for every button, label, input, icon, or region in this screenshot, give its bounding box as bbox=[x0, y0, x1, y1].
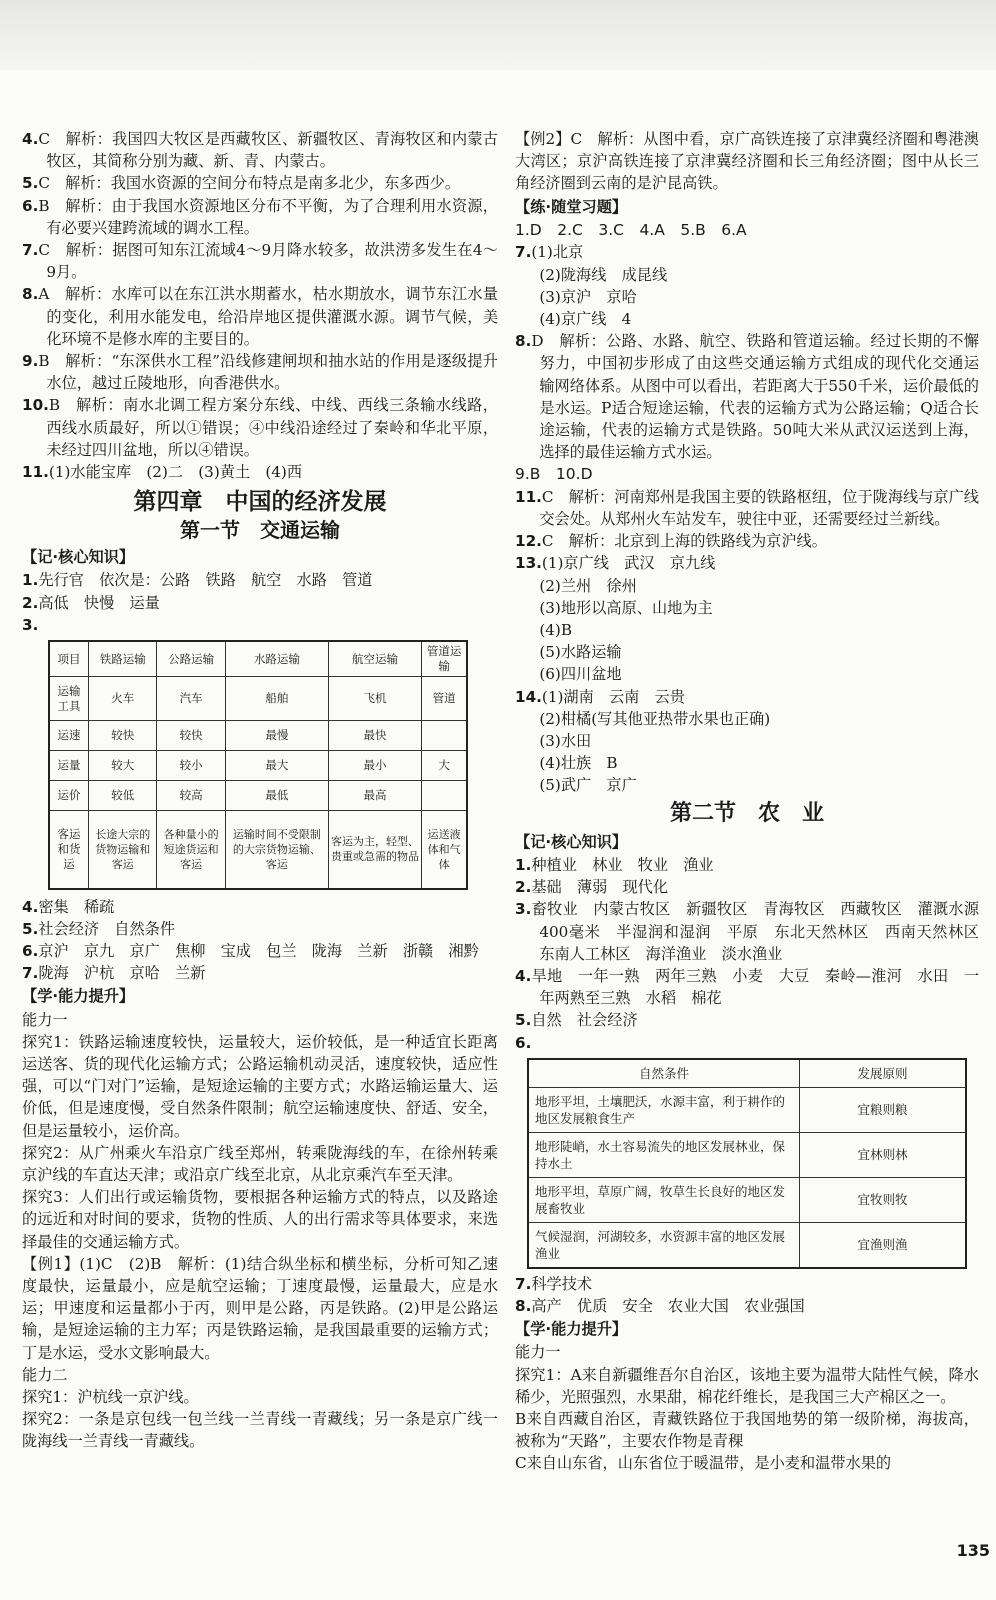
item-number: 5. bbox=[515, 1011, 532, 1030]
item-text: (1)京广线 武汉 京九线 bbox=[541, 554, 716, 573]
item-number: 1. bbox=[22, 571, 39, 590]
item-number: 10. bbox=[22, 396, 49, 415]
answer-item bbox=[515, 330, 979, 463]
table-cell bbox=[422, 781, 467, 811]
explore-paragraph: 探究3：人们出行或运输货物，要根据各种运输方式的特点，以及路途的远近和对时间的要求，货物的性质、人的出行需求等具体要求，来选择最佳的交通运输方式。 bbox=[22, 1188, 498, 1251]
explore-list-2 bbox=[22, 1386, 498, 1453]
header-cell: 发展原则 bbox=[800, 1059, 966, 1088]
item-number: 6. bbox=[515, 1033, 532, 1052]
chapter-title: 第四章 中国的经济发展 bbox=[133, 489, 387, 516]
explore-paragraph: 探究1：沪杭线一京沪线。 bbox=[22, 1388, 199, 1407]
answer-item bbox=[22, 350, 498, 394]
explore-paragraph: 【例1】(1)C (2)B 解析：(1)结合纵坐标和横坐标，分析可知乙速度最快，运量最小，应是航空运输；丁速度最慢，运量最大，应是水运；甲速度和运量都小于丙，则甲是公路，丙是铁路。(2)甲是公路运输，是短途运输的主力军；丙是铁路运输，是我国最重要的运输方式；丁是水运，受水文影响最大。 bbox=[22, 1254, 498, 1362]
table-cell: 最高 bbox=[328, 781, 421, 811]
answer-item bbox=[22, 896, 498, 918]
item-number: 12. bbox=[515, 532, 542, 551]
table-cell: 火车 bbox=[89, 677, 157, 721]
table-cell: 客运为主，轻型、贵重或急需的物品 bbox=[328, 811, 421, 889]
explore-list-r bbox=[515, 1364, 979, 1475]
table-cell: 宜牧则牧 bbox=[800, 1177, 966, 1222]
practice-question-list bbox=[515, 241, 979, 796]
scan-top-band bbox=[0, 0, 996, 70]
item-text: C 解析：北京到上海的铁路线为京沪线。 bbox=[541, 532, 827, 551]
item-text: (1)水能宝库 (2)二 (3)黄土 (4)西 bbox=[48, 463, 303, 482]
table-cell: 最大 bbox=[225, 751, 328, 781]
item-number: 7. bbox=[515, 1274, 532, 1293]
sub-answer: (2)柑橘(写其他亚热带水果也正确) bbox=[539, 709, 771, 728]
item-text: B 解析：“东深供水工程”沿线修建闸坝和抽水站的作用是逐级提升水位，越过丘陵地形，向香港供水。 bbox=[38, 352, 498, 393]
answer-item bbox=[22, 461, 498, 483]
table-cell: 较高 bbox=[157, 781, 225, 811]
sub-answer: (3)水田 bbox=[539, 732, 592, 751]
header-cell: 管道运输 bbox=[422, 641, 467, 677]
item-number: 5. bbox=[22, 174, 39, 193]
ability-two-label: 能力二 bbox=[22, 1365, 68, 1384]
sub-answer: (4)京广线 4 bbox=[539, 309, 632, 328]
answers-9-10: 9.B 10.D bbox=[515, 465, 593, 484]
table-cell: 宜林则林 bbox=[800, 1132, 966, 1177]
item-number: 4. bbox=[515, 966, 532, 985]
item-text: 京沪 京九 京广 焦柳 宝成 包兰 陇海 兰新 浙赣 湘黔 bbox=[38, 941, 479, 960]
left-column bbox=[22, 128, 498, 1453]
table-cell: 最小 bbox=[328, 751, 421, 781]
answer-item bbox=[22, 592, 498, 614]
item-number: 8. bbox=[515, 332, 532, 351]
right-column bbox=[515, 128, 995, 1475]
sub-answer: (5)水路运输 bbox=[539, 643, 622, 662]
explore-paragraph: B来自西藏自治区，青藏铁路位于我国地势的第一级阶梯，海拔高，被称为“天路”，主要农作物是青稞 bbox=[515, 1409, 979, 1451]
item-text: 基础 薄弱 现代化 bbox=[531, 878, 669, 897]
table-row bbox=[49, 751, 467, 781]
item-text: 畜牧业 内蒙古牧区 新疆牧区 青海牧区 西藏牧区 灌溉水源 400毫米 半湿润和湿润 平原 东北天然林区 西南天然林区 东南人工林区 海洋渔业 淡水渔业 bbox=[531, 900, 995, 963]
item-number: 6. bbox=[22, 941, 39, 960]
table-cell: 较快 bbox=[89, 721, 157, 751]
practice-answers-1-6: 1.D 2.C 3.C 4.A 5.B 6.A bbox=[515, 220, 747, 239]
item-number: 3. bbox=[22, 615, 39, 634]
transport-comparison-table bbox=[48, 640, 468, 890]
sub-answer: (3)京沪 京哈 bbox=[539, 287, 637, 306]
section-title: 第一节 交通运输 bbox=[180, 518, 340, 543]
item-text: 高产 优质 安全 农业大国 农业强国 bbox=[531, 1296, 805, 1315]
answer-item bbox=[515, 1273, 979, 1295]
item-number: 13. bbox=[515, 554, 542, 573]
ability-heading-2: 【学·能力提升】 bbox=[515, 1320, 628, 1339]
answer-item bbox=[22, 128, 498, 172]
answer-item bbox=[22, 283, 498, 350]
table-row bbox=[49, 677, 467, 721]
sub-answer: (2)陇海线 成昆线 bbox=[539, 265, 668, 284]
item-text: C 解析：河南郑州是我国主要的铁路枢纽，位于陇海线与京广线交会处。从郑州火车站发车，驶往中亚，还需要经过兰新线。 bbox=[539, 487, 979, 529]
header-cell: 公路运输 bbox=[157, 641, 225, 677]
answer-item bbox=[515, 486, 979, 530]
header-cell: 项目 bbox=[49, 641, 89, 677]
explore-paragraph: 探究2：一条是京包线一包兰线一兰青线一青藏线；另一条是京广线一陇海线一兰青线一青藏线。 bbox=[22, 1410, 498, 1451]
item-number: 8. bbox=[22, 285, 39, 304]
item-text: (1)湖南 云南 云贵 bbox=[541, 687, 685, 706]
item-text: (1)北京 bbox=[531, 243, 584, 262]
table-cell bbox=[422, 721, 467, 751]
table-cell: 较小 bbox=[157, 751, 225, 781]
item-number: 6. bbox=[22, 196, 39, 215]
table-cell: 较低 bbox=[89, 781, 157, 811]
ability-one-label-r: 能力一 bbox=[515, 1343, 561, 1362]
item-text: 陇海 沪杭 京哈 兰新 bbox=[38, 964, 206, 983]
item-text: A 解析：水库可以在东江洪水期蓄水，枯水期放水，调节东江水量的变化，利用水能发电，给沿岸地区提供灌溉水源。调节气候，美化环境不是修水库的主要目的。 bbox=[38, 285, 498, 348]
explore-paragraph: 探究1：铁路运输速度较快，运量较大，运价较低，是一种适宜长距离运送客、货的现代化运输方式；公路运输机动灵活，速度较快，适应性强，可以“门对门”运输，是短途运输的主要方式；水路运输运量大、运价低，但是速度慢，受自然条件限制；航空运输速度快、舒适、安全，但是运量较小，运价高。 bbox=[22, 1032, 498, 1140]
answer-item bbox=[22, 394, 498, 461]
core-knowledge-heading-2: 【记·核心知识】 bbox=[515, 832, 628, 851]
table-cell: 运送液体和气体 bbox=[422, 811, 467, 889]
item-number: 9. bbox=[22, 352, 39, 371]
table-cell: 最慢 bbox=[225, 721, 328, 751]
answer-list-top bbox=[22, 128, 498, 483]
item-text: C 解析：我国水资源的空间分布特点是南多北少，东多西少。 bbox=[38, 174, 461, 193]
answer-item bbox=[22, 239, 498, 283]
answer-item bbox=[515, 1295, 979, 1317]
item-text: C 解析：据图可知东江流域4～9月降水较多，故洪涝多发生在4～9月。 bbox=[38, 241, 498, 282]
table-cell: 运价 bbox=[49, 781, 89, 811]
table-cell: 运量 bbox=[49, 751, 89, 781]
item-number: 1. bbox=[515, 855, 532, 874]
header-cell: 水路运输 bbox=[225, 641, 328, 677]
item-text: 先行官 依次是：公路 铁路 航空 水路 管道 bbox=[38, 571, 373, 590]
item-text: 社会经济 自然条件 bbox=[38, 919, 176, 938]
item-number: 14. bbox=[515, 687, 542, 706]
core-knowledge-list-r2 bbox=[515, 1273, 979, 1317]
sub-answer: (2)兰州 徐州 bbox=[539, 576, 637, 595]
answer-item bbox=[515, 898, 995, 965]
answer-item bbox=[22, 195, 498, 239]
table-row bbox=[49, 721, 467, 751]
example-2: 【例2】C 解析：从图中看，京广高铁连接了京津冀经济圈和粤港澳大湾区；京沪高铁连接了京津冀经济圈和长三角经济圈；图中从长三角经济圈到云南的是沪昆高铁。 bbox=[515, 130, 979, 193]
explore-paragraph: 探究2：从广州乘火车沿京广线至郑州，转乘陇海线的车，在徐州转乘京沪线的车直达天津；或沿京广线至北京，从北京乘汽车至天津。 bbox=[22, 1143, 498, 1184]
item-text: D 解析：公路、水路、航空、铁路和管道运输。经过长期的不懈努力，中国初步形成了由这些交通运输方式组成的现代化交通运输网络体系。从图中可以看出，若距离大于550千米，运价最低的是水运。P适合短途运输，代表的运输方式为公路运输；Q适合长途运输，代表的运输方式是铁路。50吨大米从武汉运送到上海，选择的最佳运输方式水运。 bbox=[531, 332, 979, 462]
item-number: 7. bbox=[22, 964, 39, 983]
item-text: 种植业 林业 牧业 渔业 bbox=[531, 855, 714, 874]
core-knowledge-heading: 【记·核心知识】 bbox=[22, 548, 135, 567]
item-text: 高低 快慢 运量 bbox=[38, 593, 160, 612]
item-number: 11. bbox=[515, 487, 542, 506]
table-cell: 各种量小的短途货运和客运 bbox=[157, 811, 225, 889]
table-cell: 地形陡峭，水土容易流失的地区发展林业，保持水土 bbox=[528, 1132, 800, 1177]
table-cell: 管道 bbox=[422, 677, 467, 721]
table-row bbox=[528, 1222, 966, 1268]
explore-list bbox=[22, 1031, 498, 1364]
explore-paragraph: C来自山东省，山东省位于暖温带，是小麦和温带水果的 bbox=[515, 1454, 892, 1473]
table-cell: 气候湿润，河湖较多，水资源丰富的地区发展渔业 bbox=[528, 1222, 800, 1268]
table-cell: 运输时间不受限制的大宗货物运输、客运 bbox=[225, 811, 328, 889]
header-cell: 自然条件 bbox=[528, 1059, 800, 1088]
table-row bbox=[528, 1087, 966, 1132]
explore-paragraph: 探究1：A来自新疆维吾尔自治区，该地主要为温带大陆性气候，降水稀少，光照强烈，水果甜，棉花纤维长，是我国三大产棉区之一。 bbox=[515, 1365, 979, 1406]
header-cell: 铁路运输 bbox=[89, 641, 157, 677]
item-number: 2. bbox=[22, 593, 39, 612]
header-cell: 航空运输 bbox=[328, 641, 421, 677]
item-number: 4. bbox=[22, 897, 39, 916]
table-cell: 客运和货运 bbox=[49, 811, 89, 889]
item-text: 自然 社会经济 bbox=[531, 1011, 638, 1030]
table-cell: 飞机 bbox=[328, 677, 421, 721]
sub-answer: (3)地形以高原、山地为主 bbox=[539, 598, 713, 617]
agriculture-principle-table bbox=[527, 1058, 967, 1269]
answer-item bbox=[515, 1009, 979, 1031]
section-2-title: 第二节 农 业 bbox=[669, 800, 824, 826]
item-number: 7. bbox=[515, 243, 532, 262]
table-cell: 运输工具 bbox=[49, 677, 89, 721]
sub-answer bbox=[515, 552, 979, 574]
ability-heading: 【学·能力提升】 bbox=[22, 987, 135, 1006]
answer-item bbox=[22, 962, 498, 984]
table-cell: 运速 bbox=[49, 721, 89, 751]
item-number: 8. bbox=[515, 1296, 532, 1315]
table-cell: 大 bbox=[422, 751, 467, 781]
table-header-row bbox=[49, 641, 467, 677]
core-knowledge-list bbox=[22, 569, 498, 636]
core-knowledge-list-2 bbox=[22, 896, 498, 985]
item-text: 旱地 一年一熟 两年三熟 小麦 大豆 秦岭—淮河 水田 一年两熟至三熟 水稻 棉花 bbox=[531, 966, 979, 1008]
answer-item bbox=[515, 854, 979, 876]
table-cell: 最快 bbox=[328, 721, 421, 751]
sub-answer: (5)武广 京广 bbox=[539, 776, 637, 795]
table-row bbox=[528, 1132, 966, 1177]
table-header-row bbox=[528, 1059, 966, 1088]
table-cell: 宜渔则渔 bbox=[800, 1222, 966, 1268]
table-row bbox=[49, 811, 467, 889]
item-number: 7. bbox=[22, 241, 39, 260]
item-number: 2. bbox=[515, 878, 532, 897]
table-cell: 宜粮则粮 bbox=[800, 1087, 966, 1132]
core-knowledge-list-r bbox=[515, 854, 995, 1054]
answer-item bbox=[22, 918, 498, 940]
answer-item bbox=[22, 172, 498, 194]
answer-item bbox=[515, 876, 979, 898]
table-cell: 地形平坦，草原广阔，牧草生长良好的地区发展畜牧业 bbox=[528, 1177, 800, 1222]
practice-heading: 【练·随堂习题】 bbox=[515, 197, 628, 216]
table-cell: 长途大宗的货物运输和客运 bbox=[89, 811, 157, 889]
table-cell: 最低 bbox=[225, 781, 328, 811]
table-cell: 地形平坦，土壤肥沃，水源丰富，利于耕作的地区发展粮食生产 bbox=[528, 1087, 800, 1132]
item-text: C 解析：我国四大牧区是西藏牧区、新疆牧区、青海牧区和内蒙古牧区，其简称分别为藏、新、青、内蒙古。 bbox=[38, 130, 498, 171]
ability-one-label: 能力一 bbox=[22, 1010, 68, 1029]
sub-answer: (4)壮族 B bbox=[539, 754, 618, 773]
answer-item bbox=[22, 569, 498, 591]
table-cell: 较快 bbox=[157, 721, 225, 751]
item-number: 5. bbox=[22, 919, 39, 938]
sub-answer: (6)四川盆地 bbox=[539, 665, 622, 684]
item-text: B 解析：南水北调工程方案分东线、中线、西线三条输水线路，西线水质最好，所以①错误；④中线沿途经过了秦岭和华北平原，未经过四川盆地，所以④错误。 bbox=[46, 396, 498, 459]
table-cell: 汽车 bbox=[157, 677, 225, 721]
item-number: 11. bbox=[22, 463, 49, 482]
answer-item bbox=[22, 940, 498, 962]
table-row bbox=[528, 1177, 966, 1222]
sub-answer: (4)B bbox=[539, 621, 572, 640]
item-text: B 解析：由于我国水资源地区分布不平衡，为了合理利用水资源，有必要兴建跨流域的调水工程。 bbox=[38, 196, 498, 237]
answer-item bbox=[22, 614, 498, 636]
answer-item bbox=[515, 530, 979, 552]
item-number: 4. bbox=[22, 130, 39, 148]
answer-item bbox=[515, 1032, 979, 1054]
item-number: 3. bbox=[515, 900, 532, 919]
item-text: 密集 稀疏 bbox=[38, 897, 115, 916]
table-cell: 船舶 bbox=[225, 677, 328, 721]
item-text: 科学技术 bbox=[531, 1274, 593, 1293]
sub-answer bbox=[515, 241, 979, 263]
page-number: 135 bbox=[956, 1541, 990, 1560]
table-cell: 较大 bbox=[89, 751, 157, 781]
sub-answer bbox=[515, 686, 979, 708]
answer-item bbox=[515, 965, 979, 1009]
table-row bbox=[49, 781, 467, 811]
